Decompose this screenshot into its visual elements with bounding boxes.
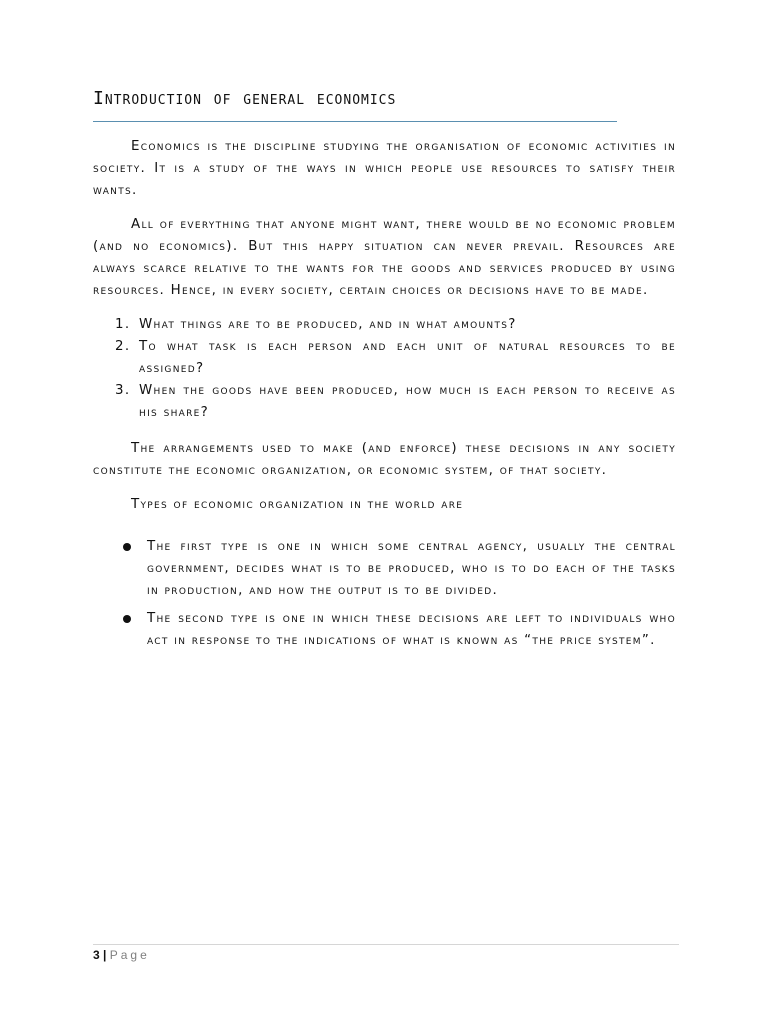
document-body [93, 136, 676, 658]
list-item-text: What things are to be produced, and in what amounts? [139, 317, 517, 332]
list-item [115, 314, 676, 336]
footer-divider [93, 944, 679, 945]
bullet-icon [123, 543, 131, 551]
page-footer [93, 948, 150, 962]
list-number: 3. [115, 383, 131, 398]
footer-separator: | [103, 948, 107, 962]
list-item [147, 536, 676, 602]
types-intro: Types of economic organization in the world are [131, 497, 464, 512]
list-number: 2. [115, 339, 131, 354]
list-number: 1. [115, 317, 131, 332]
paragraph-definition: Economics is the discipline studying the organisation of economic activities in society. It is a study of the ways in which people use resources to satisfy their wants. [93, 139, 676, 198]
bullet-icon [123, 615, 131, 623]
list-item-text: When the goods have been produced, how much is each person to receive as his share? [139, 383, 676, 420]
page-label: Page [109, 948, 150, 962]
list-item-text: The second type is one in which these decisions are left to individuals who act in response to the indications of what is known as “the price system”. [147, 611, 676, 648]
paragraph-arrangements: The arrangements used to make (and enforce) these decisions in any society constitute the economic organization, or economic system, of that society. [93, 441, 676, 478]
paragraph-scarcity: All of everything that anyone might want, there would be no economic problem (and no economics). But this happy situation can never prevail. Resources are always scarce relative to the wants for the goods and services produced by using resources. Hence, in every society, certain choices or decisions have to be made. [93, 217, 676, 298]
list-item-text: To what task is each person and each unit of natural resources to be assigned? [139, 339, 676, 376]
list-item [147, 608, 676, 652]
list-item-text: The first type is one in which some central agency, usually the central government, decides what is to be produced, who is to do each of the tasks in production, and how the output is to be divided. [147, 539, 676, 598]
heading-divider [93, 121, 617, 122]
list-item [115, 380, 676, 424]
list-item [115, 336, 676, 380]
page-title: Introduction of general economics [93, 88, 397, 109]
types-list [93, 536, 676, 652]
questions-list [93, 314, 676, 424]
page-number: 3 [93, 948, 100, 962]
